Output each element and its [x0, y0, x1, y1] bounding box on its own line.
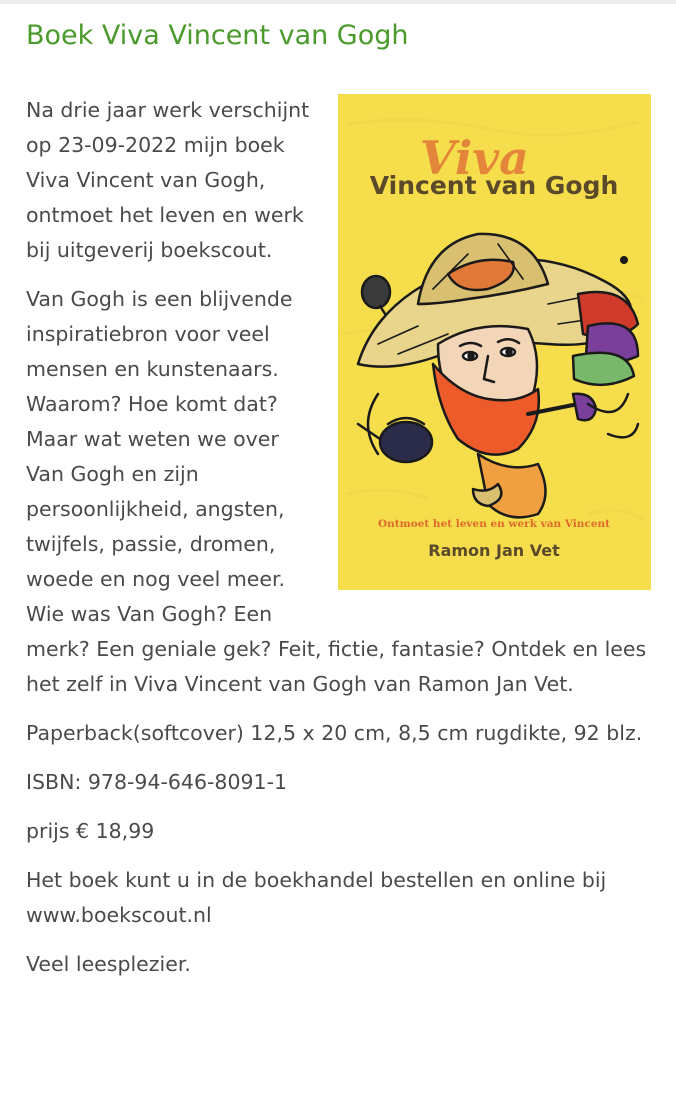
format-paragraph: Paperback(softcover) 12,5 x 20 cm, 8,5 cm rugdikte, 92 blz. [26, 721, 643, 745]
page-title: Boek Viva Vincent van Gogh [26, 20, 409, 51]
book-cover-image [338, 94, 651, 590]
article-body [26, 93, 654, 996]
price-paragraph: prijs € 18,99 [26, 819, 155, 843]
cover-subtitle: Ontmoet het leven en werk van Vincent [378, 518, 610, 530]
order-info-paragraph: Het boek kunt u in de boekhandel bestellen en online bij www.boekscout.nl [26, 868, 607, 927]
isbn-paragraph: ISBN: 978-94-646-8091-1 [26, 770, 288, 794]
description-paragraph: Van Gogh is een blijvende inspiratiebron voor veel mensen en kunstenaars. Waarom? Hoe komt dat? Maar wat weten we over Van Gogh en zijn persoonlijkheid, angsten, twijfels, passie, dromen, woede en nog veel meer. Wie was Van Gogh? Een merk? Een geniale gek? Feit, fictie, fantasie? Ontdek en lees het zelf in Viva Vincent van Gogh van Ramon Jan Vet. [26, 287, 647, 696]
intro-paragraph: Na drie jaar werk verschijnt op 23-09-2022 mijn boek Viva Vincent van Gogh, ontmoet het leven en werk bij uitgeverij boekscout. [26, 98, 310, 262]
cover-title: Vincent van Gogh [369, 171, 619, 200]
book-cover-illustration [338, 94, 651, 590]
cover-author: Ramon Jan Vet [428, 541, 560, 560]
top-divider [0, 0, 676, 4]
cover-script-word: Viva [420, 131, 529, 185]
cover-dot [620, 256, 628, 264]
closing-paragraph: Veel leesplezier. [26, 952, 191, 976]
